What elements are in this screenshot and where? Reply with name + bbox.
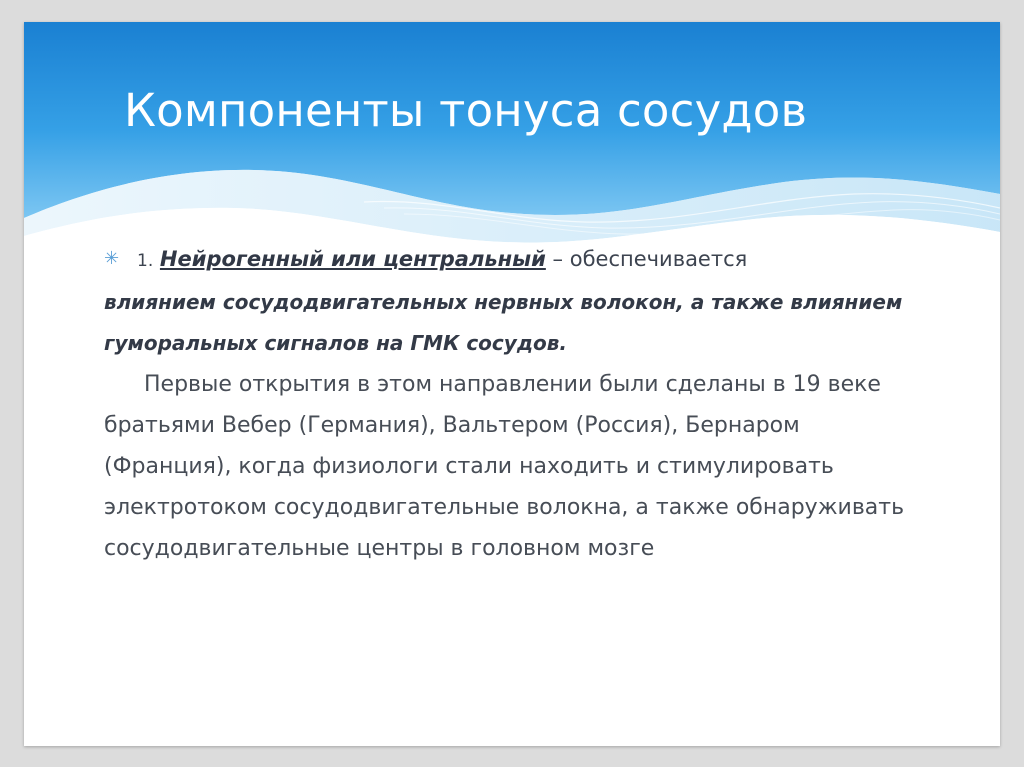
term-heading: Нейрогенный или центральный (159, 247, 546, 271)
slide-content (104, 238, 924, 569)
term-dash: – (545, 247, 570, 271)
slide (24, 22, 1000, 746)
body-paragraph-text: Первые открытия в этом направлении были сделаны в 19 веке братьями Вебер (Германия), Вальтером (Россия), Бернаром (Франция), когда физиологи стали находить и стимулировать электротоком сосудодвигательные волокна, а также обнаруживать сосудодвигательные центры в головном мозге (104, 372, 905, 561)
asterisk-bullet-icon: ✳ (104, 248, 120, 269)
header-wave-background (24, 22, 1000, 272)
bullet-number: 1. (137, 251, 154, 271)
bullet-item (104, 238, 924, 282)
bold-paragraph: влиянием сосудодвигательных нервных волокон, а также влиянием гуморальных сигналов на ГМК сосудов. (104, 290, 903, 355)
slide-title: Компоненты тонуса сосудов (124, 84, 808, 137)
term-tail: обеспечивается (569, 247, 748, 271)
body-paragraph (104, 364, 924, 569)
